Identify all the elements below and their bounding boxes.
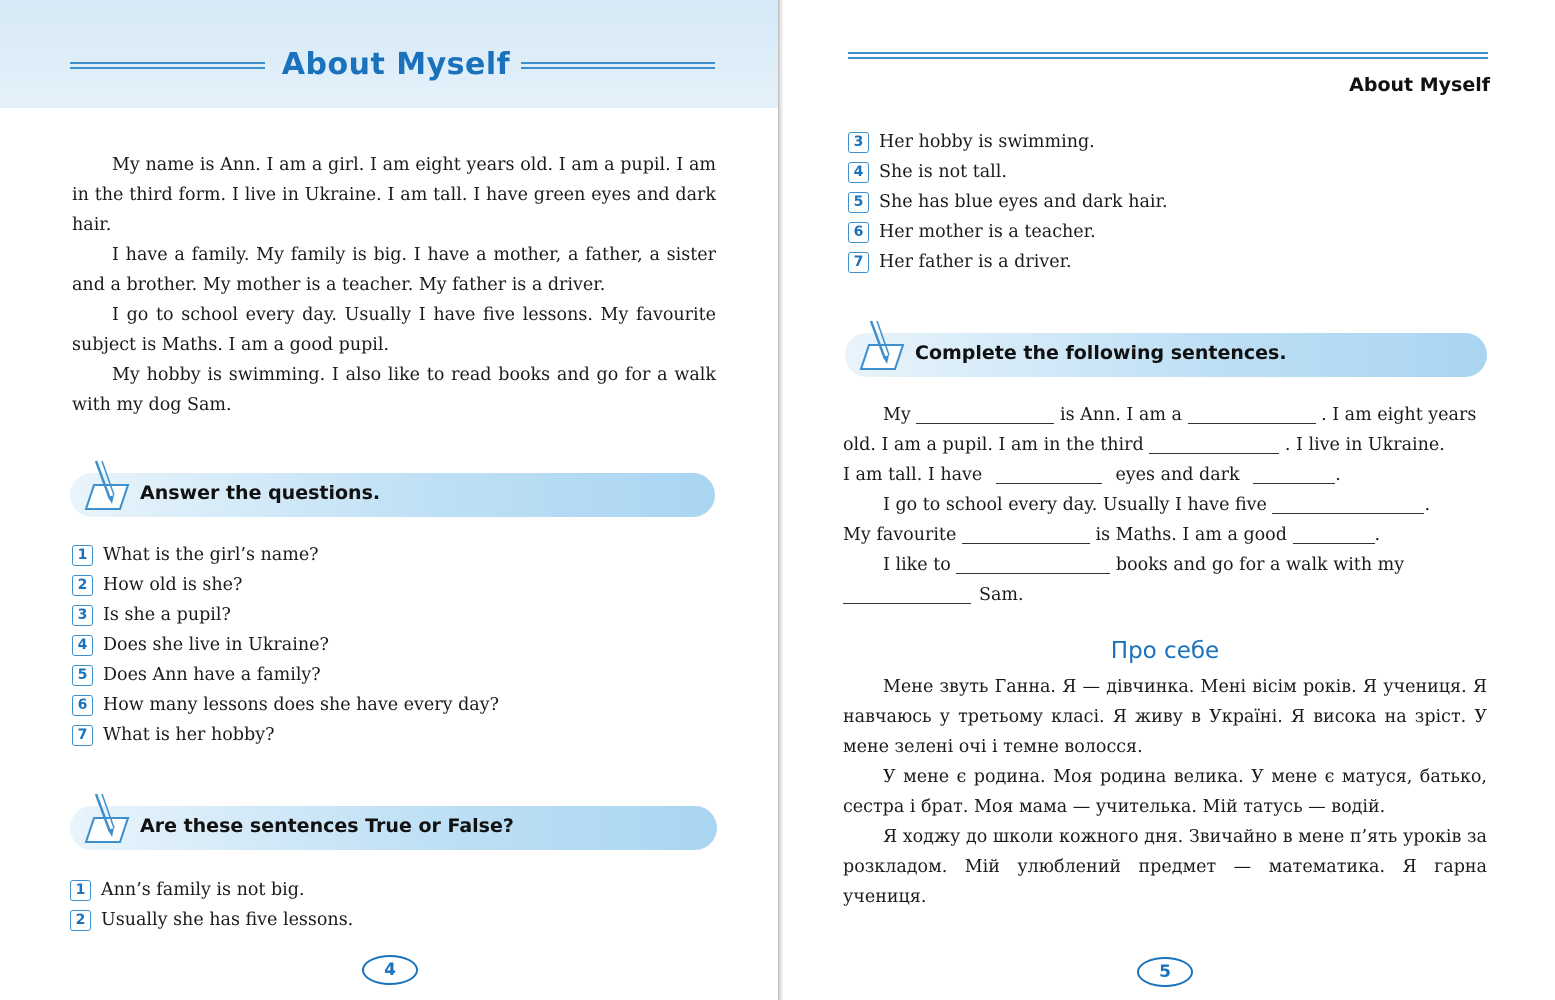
answer-blank[interactable] [843,584,971,604]
answer-blank[interactable] [1188,404,1316,424]
list-item [72,600,499,630]
fill-text: books and go for a walk with my [1115,555,1405,575]
fill-text: eyes and dark [1115,465,1240,485]
item-number: 3 [848,132,869,153]
reading-paragraph: My name is Ann. I am a girl. I am eight years old. I am a pupil. I am in the third form. I live in Ukraine. I am tall. I have green eyes and dark hair. [72,155,716,235]
list-item [72,630,499,660]
page-title: About Myself [281,47,511,82]
reading-paragraph: I have a family. My family is big. I have a mother, a father, a sister and a brother. My mother is a teacher. My father is a driver. [72,245,716,295]
item-number: 5 [72,665,93,686]
list-item [848,157,1168,187]
title-rule-right [521,62,715,69]
item-text: Her mother is a teacher. [879,222,1096,242]
fill-line [843,430,1487,460]
translation-paragraph: У мене є родина. Моя родина велика. У мене є матуся, батько, сестра і брат. Моя мама — учителька. Мій татусь — водій. [843,767,1487,817]
item-number: 6 [848,222,869,243]
answer-blank[interactable] [956,554,1110,574]
task-banner-answer [70,473,715,517]
reading-paragraph: My hobby is swimming. I also like to read books and go for a walk with my dog Sam. [72,365,716,415]
item-number: 1 [70,880,91,901]
list-item [72,540,499,570]
fill-text: is Maths. I am a good [1095,525,1287,545]
item-number: 6 [72,695,93,716]
fill-text: . [1424,495,1431,515]
list-item [70,875,353,905]
fill-line [843,520,1487,550]
list-item [70,905,353,935]
item-number: 7 [72,725,93,746]
item-number: 5 [848,192,869,213]
true-false-list [70,875,353,935]
item-number: 4 [848,162,869,183]
fill-text: I am tall. I have [843,465,983,485]
answer-blank[interactable] [962,524,1090,544]
translation-text [843,672,1487,912]
title-rule [848,52,1488,59]
title-rule-left [70,62,265,69]
item-text: What is her hobby? [103,725,275,745]
fill-line [843,580,1487,610]
item-text: She has blue eyes and dark hair. [879,192,1168,212]
answer-blank[interactable] [916,404,1054,424]
item-number: 2 [70,910,91,931]
list-item [72,690,499,720]
translation-paragraph: Мене звуть Ганна. Я — дівчинка. Мені вісім років. Я учениця. Я навчаюсь у третьому класі. Я живу в Україні. Я висока на зріст. У мене зелені очі і темне волосся. [843,677,1487,757]
item-text: How many lessons does she have every day? [103,695,499,715]
task-title: Answer the questions. [140,482,381,504]
task-banner-true-false [70,806,717,850]
item-number: 3 [72,605,93,626]
item-text: Her hobby is swimming. [879,132,1095,152]
pencil-notebook-icon [76,792,134,850]
questions-list [72,540,499,750]
true-false-list-continued [848,127,1168,277]
answer-blank[interactable] [1149,434,1279,454]
reading-text [72,150,716,420]
task-banner-complete [845,333,1487,377]
list-item [72,570,499,600]
item-number: 1 [72,545,93,566]
list-item [848,187,1168,217]
item-text: Ann’s family is not big. [101,880,305,900]
fill-text: My [883,405,911,425]
pencil-notebook-icon [76,459,134,517]
fill-text: is Ann. I am a [1059,405,1182,425]
task-title: Complete the following sentences. [915,342,1287,364]
list-item [848,247,1168,277]
fill-line [843,490,1487,520]
item-text: How old is she? [103,575,243,595]
fill-line [843,460,1487,490]
fill-text: old. I am a pupil. I am in the third [843,435,1144,455]
list-item [848,127,1168,157]
item-number: 7 [848,252,869,273]
item-text: Usually she has five lessons. [101,910,354,930]
fill-text: . [1335,465,1341,485]
fill-text: . I live in Ukraine. [1284,435,1445,455]
pencil-notebook-icon [851,319,909,377]
item-text: She is not tall. [879,162,1007,182]
item-text: Is she a pupil? [103,605,231,625]
answer-blank[interactable] [1272,494,1424,514]
fill-text: . I am eight years [1321,405,1477,425]
list-item [72,720,499,750]
translation-paragraph: Я ходжу до школи кожного дня. Звичайно в мене п’ять уроків за розкладом. Мій улюблений предмет — математика. Я гарна учениця. [843,827,1487,907]
answer-blank[interactable] [1293,524,1375,544]
translation-title: Про себе [1110,638,1220,664]
list-item [848,217,1168,247]
fill-text: I go to school every day. Usually I have five [883,495,1267,515]
fill-text: I like to [883,555,951,575]
item-text: Her father is a driver. [879,252,1072,272]
item-number: 4 [72,635,93,656]
fill-text: My favourite [843,525,957,545]
task-title: Are these sentences True or False? [140,815,514,837]
item-number: 2 [72,575,93,596]
reading-paragraph: I go to school every day. Usually I have five lessons. My favourite subject is Maths. I am a good pupil. [72,305,716,355]
page-number: 4 [362,955,418,985]
running-head: About Myself [1349,74,1490,96]
answer-blank[interactable] [996,464,1102,484]
page-number: 5 [1137,957,1193,987]
fill-text: Sam. [979,585,1024,605]
item-text: Does she live in Ukraine? [103,635,329,655]
list-item [72,660,499,690]
fill-line [843,550,1487,580]
fill-text: . [1374,525,1381,545]
item-text: What is the girl’s name? [103,545,319,565]
fill-in-exercise [843,400,1487,610]
right-page [783,0,1555,1000]
answer-blank[interactable] [1253,464,1335,484]
item-text: Does Ann have a family? [103,665,321,685]
fill-line [843,400,1487,430]
